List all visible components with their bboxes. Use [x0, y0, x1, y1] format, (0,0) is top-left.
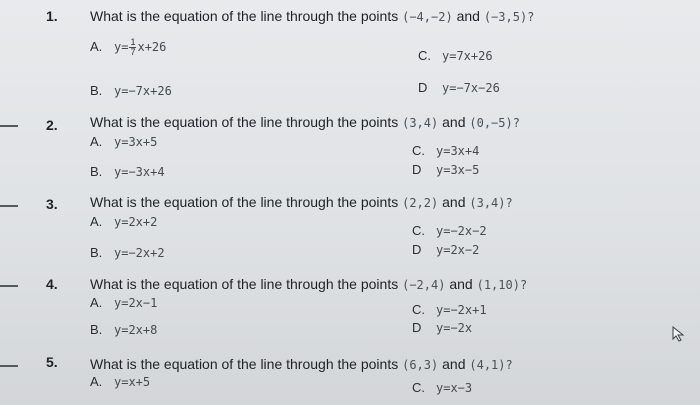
question-stem: What is the equation of the line through the points (−4,−2) and (−3,5)? [90, 8, 535, 24]
point-2: (1,10)? [476, 278, 528, 292]
option-b[interactable]: B. y=−7x+26 [90, 83, 172, 98]
option-a[interactable]: A. y=x+5 [90, 374, 151, 389]
question-number: 3. [46, 196, 58, 212]
option-d[interactable]: D y=2x−2 [412, 242, 480, 257]
option-c[interactable]: C. y=3x+4 [412, 143, 480, 158]
point-2: (4,1)? [469, 358, 513, 372]
question-stem: What is the equation of the line through the points (2,2) and (3,4)? [90, 194, 513, 210]
question-stem: What is the equation of the line through the points (3,4) and (0,−5)? [90, 114, 520, 130]
option-b[interactable]: B. y=−2x+2 [90, 245, 165, 260]
option-c[interactable]: C. y=−2x+1 [412, 302, 487, 317]
point-2: (−3,5)? [483, 10, 535, 24]
point-2: (3,4)? [469, 196, 513, 210]
mouse-pointer-icon [672, 326, 686, 342]
point-2: (0,−5)? [469, 116, 520, 130]
point-1: (3,4) [402, 116, 439, 130]
margin-mark [0, 125, 18, 127]
margin-mark [0, 365, 18, 367]
joiner: and [452, 8, 484, 24]
option-a[interactable]: A. y=3x+5 [90, 134, 158, 149]
fraction: $\frac{1}{7}$ [130, 37, 136, 57]
question-number: 1. [46, 8, 58, 24]
option-d[interactable]: D y=−2x [412, 320, 473, 335]
point-1: (−2,4) [402, 278, 446, 292]
joiner: and [438, 114, 470, 130]
point-1: (−4,−2) [402, 10, 453, 24]
question-stem: What is the equation of the line through the points (−2,4) and (1,10)? [90, 276, 528, 292]
joiner: and [438, 194, 470, 210]
question-number: 2. [46, 117, 58, 133]
option-d[interactable]: D y=−7x−26 [418, 80, 500, 95]
option-c[interactable]: C. y=x−3 [412, 380, 473, 395]
point-1: (6,3) [402, 358, 439, 372]
margin-mark [0, 205, 18, 207]
option-a[interactable]: A. y=2x−1 [90, 295, 158, 310]
option-a[interactable]: A. y= $\frac{1}{7}$ x+26 [90, 37, 167, 57]
question-stem: What is the equation of the line through the points (6,3) and (4,1)? [90, 356, 513, 372]
joiner: and [445, 276, 477, 292]
option-b[interactable]: B. y=−3x+4 [90, 164, 165, 179]
option-d[interactable]: D y=3x−5 [412, 162, 480, 177]
question-number: 5. [46, 354, 58, 370]
point-1: (2,2) [402, 196, 439, 210]
question-number: 4. [46, 276, 58, 292]
margin-mark [0, 285, 18, 287]
joiner: and [438, 356, 470, 372]
option-c[interactable]: C. y=−2x−2 [412, 223, 487, 238]
option-b[interactable]: B. y=2x+8 [90, 322, 158, 337]
option-c[interactable]: C. y=7x+26 [418, 48, 493, 63]
option-a[interactable]: A. y=2x+2 [90, 214, 158, 229]
